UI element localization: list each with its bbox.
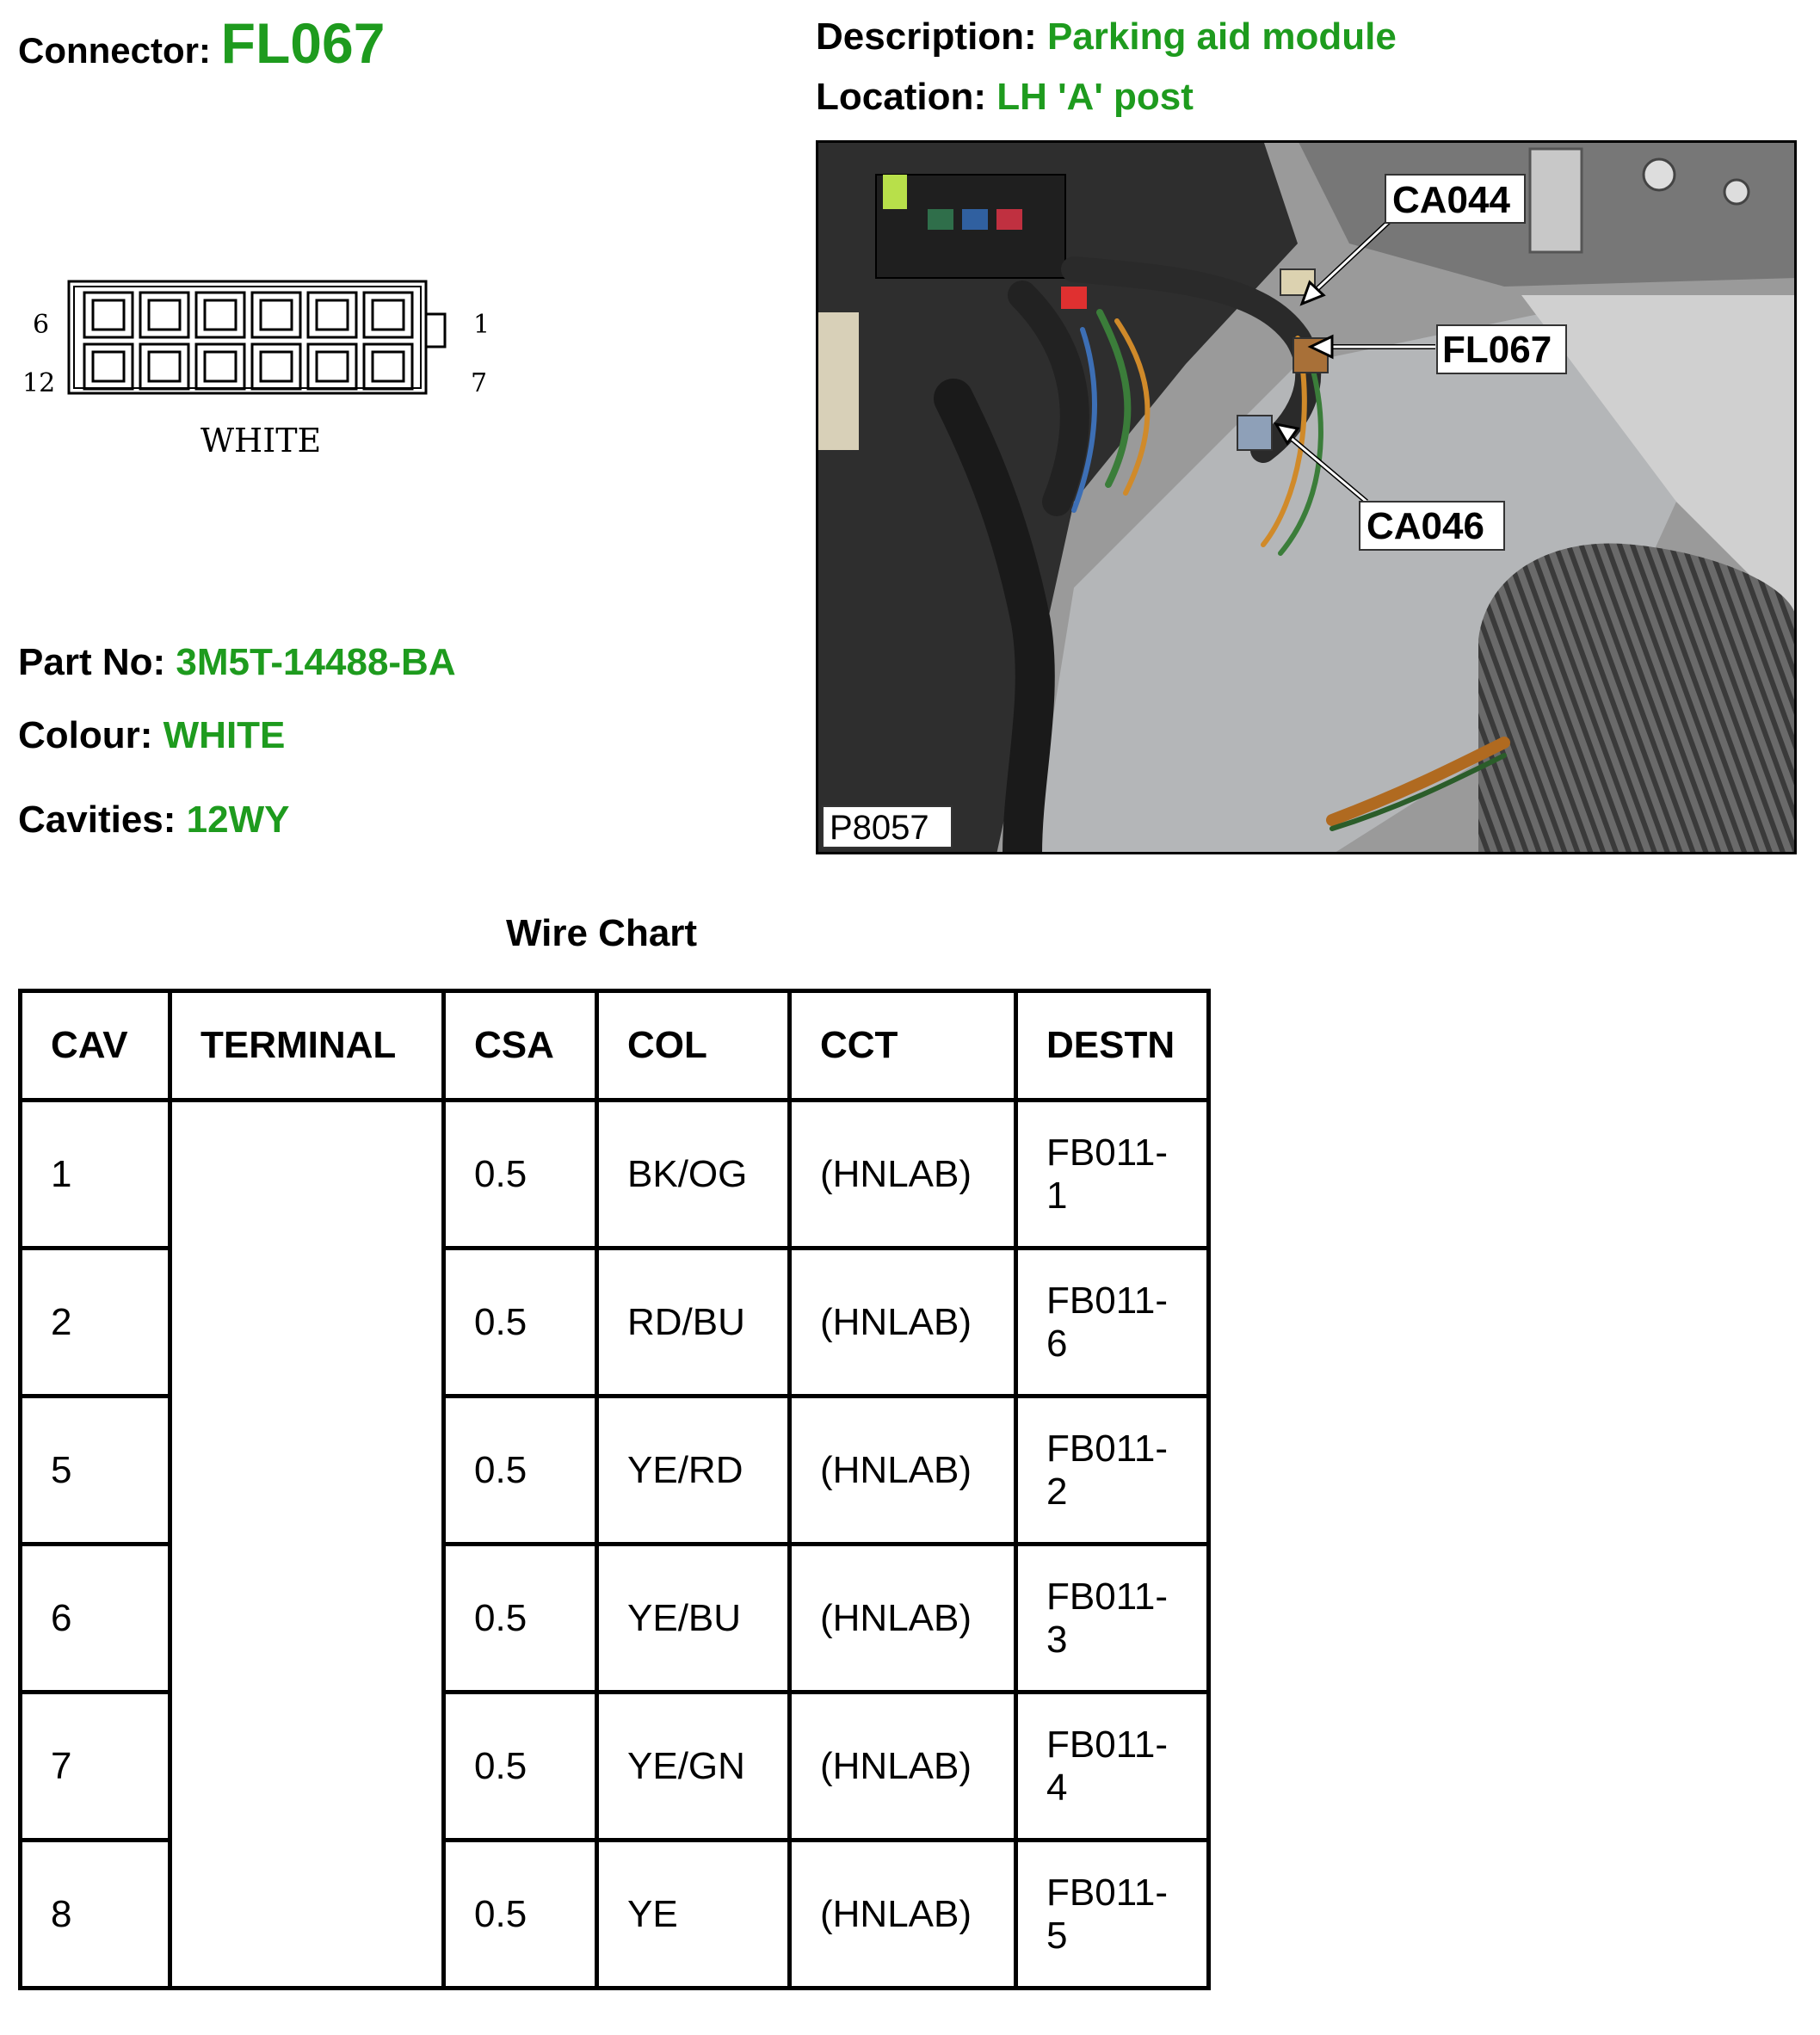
connector-id: FL067 [220,11,386,75]
cavity-terminal [317,352,348,381]
destn-connector: FB011- [1046,1575,1169,1618]
destn-connector: FB011- [1046,1279,1169,1322]
cavity-terminal [261,300,292,330]
table-row [21,1101,1209,1249]
photo-reference: P8057 [830,809,929,847]
cavities-label: Cavities: [18,799,176,841]
colour-line [18,714,285,757]
cell-destn [1016,1249,1209,1397]
destn-pin: 4 [1046,1766,1068,1809]
header-cct: CCT [790,991,1016,1101]
cell-destn [1016,1545,1209,1693]
callout-ca046: CA046 [1367,505,1484,547]
cell-cav: 7 [21,1693,170,1841]
description-label: Description: [816,15,1037,58]
cell-col: YE/RD [597,1397,790,1545]
connector-body-label: WHITE [201,422,322,459]
destn-pin: 2 [1046,1470,1068,1513]
header-col: COL [597,991,790,1101]
cell-col: BK/OG [597,1101,790,1249]
cavity-terminal [149,352,180,381]
pin-label-7: 7 [471,368,488,398]
cell-col: YE [597,1841,790,1989]
wire-chart-title: Wire Chart [506,912,698,954]
cell-cav: 2 [21,1249,170,1397]
cavity-terminal [373,300,404,330]
location-label: Location: [816,76,986,118]
cell-csa: 0.5 [444,1693,597,1841]
cavity-terminal [205,300,236,330]
destn-connector: FB011- [1046,1131,1169,1174]
cell-csa: 0.5 [444,1249,597,1397]
cell-col: YE/GN [597,1693,790,1841]
location-line [816,76,1194,119]
description-value: Parking aid module [1046,15,1397,58]
header-cav: CAV [21,991,170,1101]
cell-col: YE/BU [597,1545,790,1693]
cell-csa: 0.5 [444,1101,597,1249]
header-csa: CSA [444,991,597,1101]
part-number-value: 3M5T-14488-BA [176,641,456,683]
wire-chart-table [18,989,1211,1990]
cell-csa: 0.5 [444,1397,597,1545]
cavity-terminal [93,300,124,330]
pin-label-1: 1 [473,310,490,340]
cell-cct: (HNLAB) [790,1249,1016,1397]
description-line [816,15,1397,59]
location-value: LH 'A' post [996,76,1194,118]
cell-csa: 0.5 [444,1841,597,1989]
cell-cav: 6 [21,1545,170,1693]
destn-pin: 5 [1046,1914,1068,1957]
destn-pin: 6 [1046,1322,1068,1365]
cell-cct: (HNLAB) [790,1101,1016,1249]
cavities-value: 12WY [186,799,290,841]
table-header-row [21,991,1209,1101]
header-destn: DESTN [1016,991,1209,1101]
cell-cav: 5 [21,1397,170,1545]
cell-destn [1016,1841,1209,1989]
destn-connector: FB011- [1046,1871,1169,1914]
connector-line [18,10,385,76]
pin-label-12: 12 [22,368,56,398]
cell-cct: (HNLAB) [790,1841,1016,1989]
cavity-terminal [317,300,348,330]
colour-value: WHITE [163,714,286,756]
cell-destn [1016,1397,1209,1545]
cavity-terminal [205,352,236,381]
part-number-line [18,641,456,684]
location-photo [816,140,1797,854]
cell-cav: 8 [21,1841,170,1989]
destn-pin: 1 [1046,1174,1068,1217]
cell-terminal [170,1101,444,1989]
colour-label: Colour: [18,714,153,756]
cavity-terminal [261,352,292,381]
destn-pin: 3 [1046,1618,1068,1661]
cavities-line [18,799,289,842]
cell-destn [1016,1693,1209,1841]
cell-destn [1016,1101,1209,1249]
pin-label-6: 6 [33,310,50,340]
cell-cct: (HNLAB) [790,1397,1016,1545]
connector-face-diagram [17,271,499,495]
cell-col: RD/BU [597,1249,790,1397]
destn-connector: FB011- [1046,1723,1169,1766]
cavity-terminal [93,352,124,381]
cavity-terminal [373,352,404,381]
cell-csa: 0.5 [444,1545,597,1693]
destn-connector: FB011- [1046,1427,1169,1470]
connector-label: Connector: [18,30,211,71]
cell-cct: (HNLAB) [790,1693,1016,1841]
header-terminal: TERMINAL [170,991,444,1101]
callout-fl067: FL067 [1442,329,1552,371]
part-number-label: Part No: [18,641,166,683]
cavity-terminal [149,300,180,330]
cell-cct: (HNLAB) [790,1545,1016,1693]
cell-cav: 1 [21,1101,170,1249]
callout-ca044: CA044 [1392,179,1510,221]
